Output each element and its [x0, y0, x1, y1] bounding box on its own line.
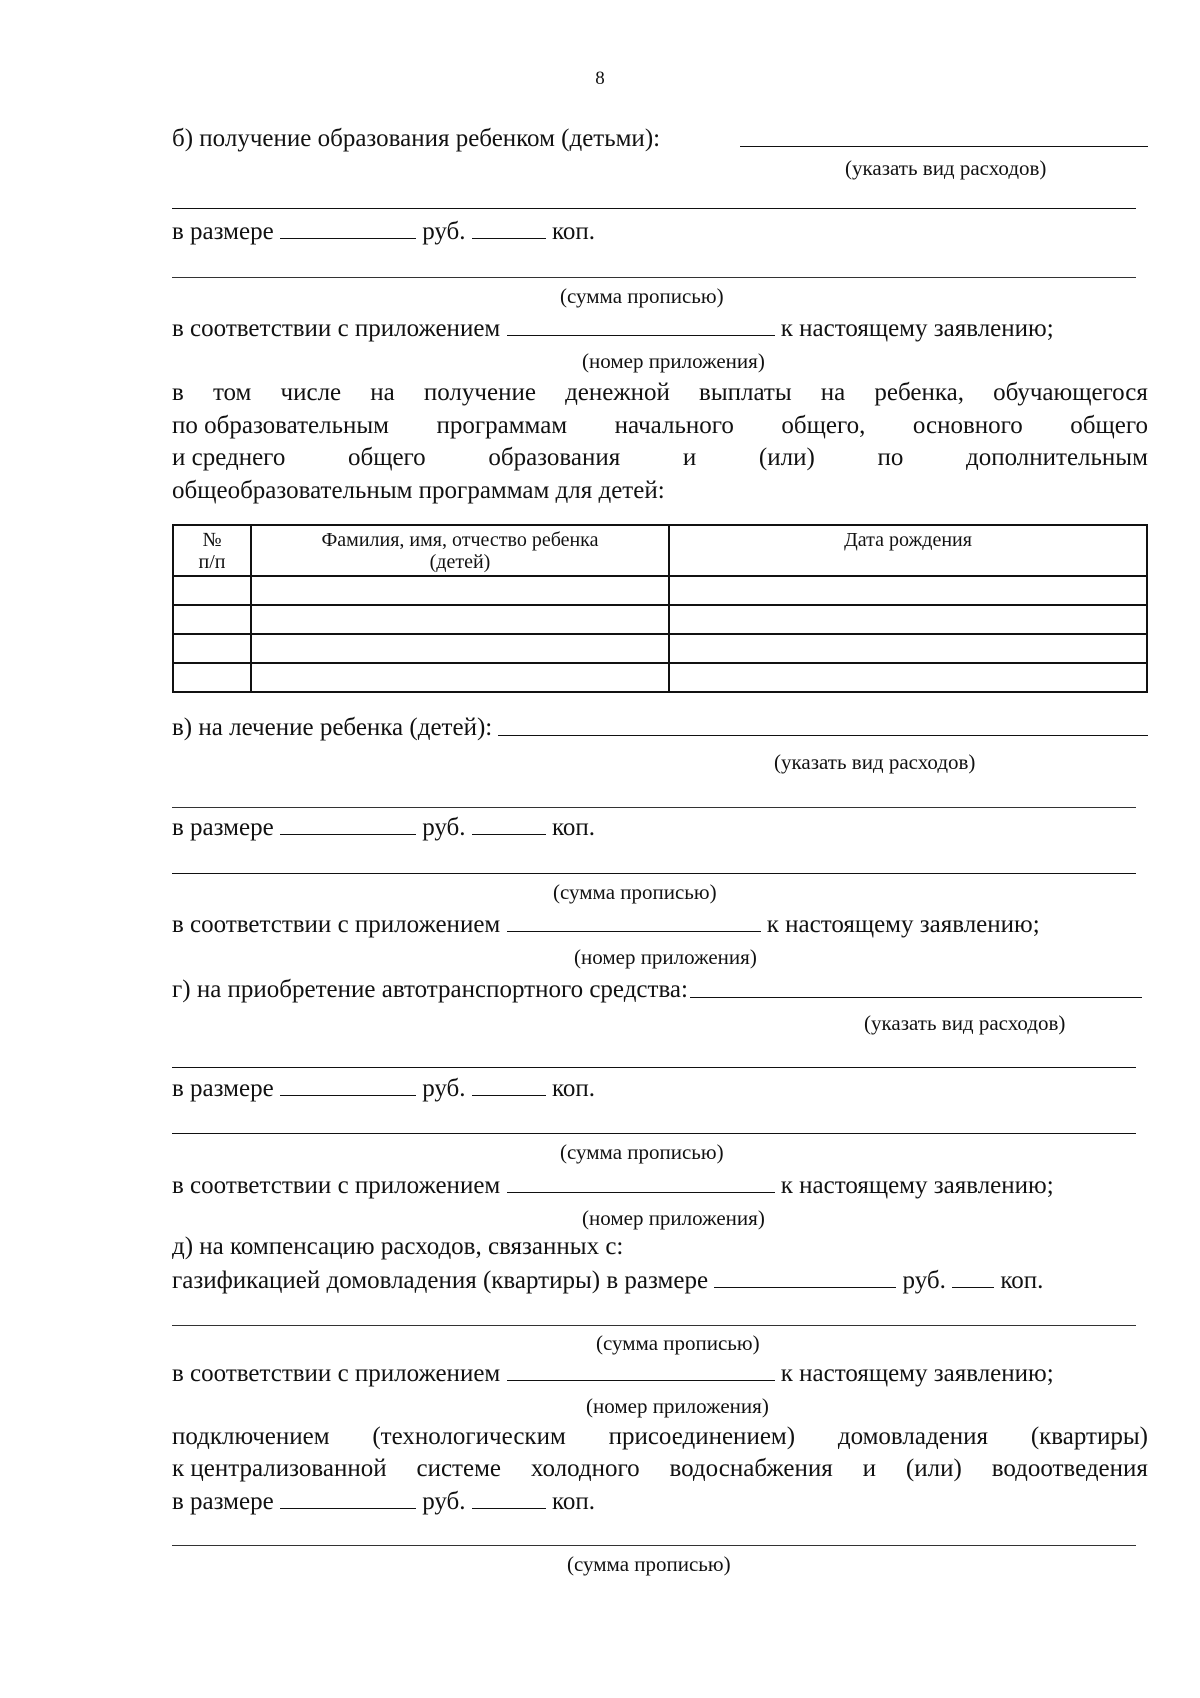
word: системе — [416, 1455, 501, 1482]
word: и — [862, 1455, 877, 1482]
section-b-appendix-line — [172, 313, 1148, 344]
word: и — [682, 444, 697, 471]
cell[interactable] — [173, 634, 251, 663]
word: основного — [912, 412, 1023, 439]
col-name-header: Фамилия, имя, отчество ребенка (детей) — [251, 525, 669, 576]
word: общего — [347, 444, 426, 471]
section-b-rub-field[interactable] — [280, 216, 416, 239]
amount-prefix: в размере — [172, 218, 274, 245]
appendix-suffix: к настоящему заявлению; — [766, 911, 1040, 938]
word: в — [172, 379, 184, 406]
word: на — [820, 379, 846, 406]
section-b-heading-line — [172, 124, 1148, 154]
word: на — [370, 379, 395, 406]
section-g-kop-field[interactable] — [472, 1073, 546, 1096]
word: числе — [280, 379, 342, 406]
section-g-amount-line — [172, 1073, 1148, 1104]
word: программам — [436, 412, 568, 439]
section-b-paragraph-line-2 — [172, 411, 1148, 441]
appendix-prefix: в соответствии с приложением — [172, 1360, 501, 1387]
amount-prefix: в размере — [172, 1488, 274, 1515]
section-b-paragraph-line-4: общеобразовательным программам для детей: — [172, 477, 665, 504]
rub-label: руб. — [422, 218, 466, 245]
kop-label: коп. — [552, 1488, 596, 1515]
appendix-suffix: к настоящему заявлению; — [780, 1172, 1054, 1199]
word: ребенка, — [874, 379, 964, 406]
cell[interactable] — [251, 634, 669, 663]
section-b-expense-caption: (указать вид расходов) — [845, 156, 1047, 180]
section-b-paragraph-line-3 — [172, 443, 1148, 473]
cell[interactable] — [669, 663, 1147, 692]
appendix-prefix: в соответствии с приложением — [172, 911, 501, 938]
cell[interactable] — [669, 634, 1147, 663]
section-v-appendix-line — [172, 909, 1148, 940]
word: выплаты — [699, 379, 792, 406]
word: подключением — [172, 1423, 330, 1450]
table-row — [173, 576, 1147, 605]
section-d-heading: д) на компенсацию расходов, связанных с: — [172, 1233, 624, 1260]
section-v-rub-field[interactable] — [280, 812, 416, 835]
word: том — [212, 379, 252, 406]
section-g-appendix-line — [172, 1170, 1148, 1201]
section-g-amount-words-line[interactable] — [172, 1133, 1136, 1134]
table-header-row — [173, 525, 1147, 576]
rub-label: руб. — [422, 1488, 466, 1515]
rub-label: руб. — [422, 1075, 466, 1102]
cell[interactable] — [669, 576, 1147, 605]
section-g-expense-caption: (указать вид расходов) — [864, 1011, 1066, 1035]
section-b-appendix-caption: (номер приложения) — [582, 349, 765, 373]
appendix-prefix: в соответствии с приложением — [172, 315, 501, 342]
section-g-appendix-field[interactable] — [507, 1170, 775, 1193]
section-b-amount-caption: (сумма прописью) — [560, 284, 724, 308]
section-v-expense-field[interactable] — [498, 713, 1148, 736]
word: образования — [488, 444, 621, 471]
cell[interactable] — [251, 576, 669, 605]
word: общего, — [781, 412, 866, 439]
appendix-prefix: в соответствии с приложением — [172, 1172, 501, 1199]
cell[interactable] — [173, 663, 251, 692]
kop-label: коп. — [552, 814, 596, 841]
section-g-heading-line — [172, 975, 1148, 1005]
appendix-suffix: к настоящему заявлению; — [780, 315, 1054, 342]
word: (или) — [905, 1455, 962, 1482]
section-d-appendix-line — [172, 1358, 1148, 1389]
rub-label: руб. — [902, 1267, 946, 1294]
section-v-amount-caption: (сумма прописью) — [553, 880, 717, 904]
kop-label: коп. — [552, 218, 596, 245]
amount-prefix: в размере — [172, 1075, 274, 1102]
section-g-heading: г) на приобретение автотранспортного средства: — [172, 976, 688, 1003]
word: по образовательным — [172, 412, 389, 439]
section-b-amount-line — [172, 216, 1148, 247]
word: и среднего — [172, 444, 286, 471]
section-v-kop-field[interactable] — [472, 812, 546, 835]
word: общего — [1070, 412, 1148, 439]
word: (технологическим — [372, 1423, 566, 1450]
word: присоединением) — [608, 1423, 796, 1450]
section-g-amount-caption: (сумма прописью) — [560, 1140, 724, 1164]
section-g-appendix-caption: (номер приложения) — [582, 1206, 765, 1230]
section-b-kop-field[interactable] — [472, 216, 546, 239]
word: водоотведения — [991, 1455, 1148, 1482]
appendix-suffix: к настоящему заявлению; — [780, 1360, 1054, 1387]
section-b-appendix-field[interactable] — [507, 313, 775, 336]
section-d-water-line-1 — [172, 1422, 1148, 1452]
kop-label: коп. — [552, 1075, 596, 1102]
section-d-gas-kop-field[interactable] — [952, 1265, 994, 1288]
word: (квартиры) — [1030, 1423, 1148, 1450]
section-d-gas-line — [172, 1265, 1148, 1296]
cell[interactable] — [669, 605, 1147, 634]
word: домовладения — [837, 1423, 989, 1450]
section-b-expense-line[interactable] — [172, 208, 1136, 209]
table-row — [173, 634, 1147, 663]
section-v-heading: в) на лечение ребенка (детей): — [172, 714, 493, 741]
section-g-rub-field[interactable] — [280, 1073, 416, 1096]
children-table — [172, 524, 1148, 693]
gas-prefix: газификацией домовладения (квартиры) в размере — [172, 1267, 709, 1294]
word: получение — [423, 379, 536, 406]
word: водоснабжения — [669, 1455, 833, 1482]
section-g-expense-line[interactable] — [172, 1067, 1136, 1068]
rub-label: руб. — [422, 814, 466, 841]
table-row — [173, 663, 1147, 692]
section-v-amount-line — [172, 812, 1148, 843]
word: денежной — [565, 379, 670, 406]
section-v-expense-line[interactable] — [172, 807, 1136, 808]
section-d-appendix-caption: (номер приложения) — [586, 1394, 769, 1418]
cell[interactable] — [173, 576, 251, 605]
section-b-expense-field[interactable] — [740, 124, 1148, 147]
word: по — [877, 444, 904, 471]
section-d-water-rub-field[interactable] — [280, 1486, 416, 1509]
section-d-water-kop-field[interactable] — [472, 1486, 546, 1509]
word: начального — [614, 412, 734, 439]
col-date-header: Дата рождения — [669, 525, 1147, 576]
section-d-water-caption: (сумма прописью) — [567, 1552, 731, 1576]
cell[interactable] — [251, 605, 669, 634]
word: холодного — [530, 1455, 640, 1482]
word: (или) — [758, 444, 815, 471]
section-b-amount-words-line[interactable] — [172, 277, 1136, 278]
col-number-header: № п/п — [173, 525, 251, 576]
word: обучающегося — [993, 379, 1148, 406]
section-b-heading: б) получение образования ребенком (детьми): — [172, 125, 661, 152]
section-d-gas-caption: (сумма прописью) — [596, 1331, 760, 1355]
section-v-amount-words-line[interactable] — [172, 873, 1136, 874]
section-d-water-line-2 — [172, 1454, 1148, 1484]
word: к централизованной — [172, 1455, 387, 1482]
page-number: 8 — [595, 68, 605, 89]
word: дополнительным — [966, 444, 1148, 471]
section-d-appendix-field[interactable] — [507, 1358, 775, 1381]
cell[interactable] — [251, 663, 669, 692]
section-d-gas-words-line[interactable] — [172, 1325, 1136, 1326]
section-v-appendix-field[interactable] — [507, 909, 761, 932]
amount-prefix: в размере — [172, 814, 274, 841]
section-v-heading-line — [172, 713, 1148, 743]
cell[interactable] — [173, 605, 251, 634]
section-d-gas-rub-field[interactable] — [714, 1265, 896, 1288]
section-d-water-amount-line — [172, 1486, 1148, 1517]
section-b-paragraph-line-1 — [172, 378, 1148, 408]
kop-label: коп. — [1000, 1267, 1044, 1294]
section-d-water-words-line[interactable] — [172, 1545, 1136, 1546]
section-v-expense-caption: (указать вид расходов) — [774, 750, 976, 774]
section-v-appendix-caption: (номер приложения) — [574, 945, 757, 969]
table-row — [173, 605, 1147, 634]
section-g-expense-field[interactable] — [690, 975, 1142, 998]
